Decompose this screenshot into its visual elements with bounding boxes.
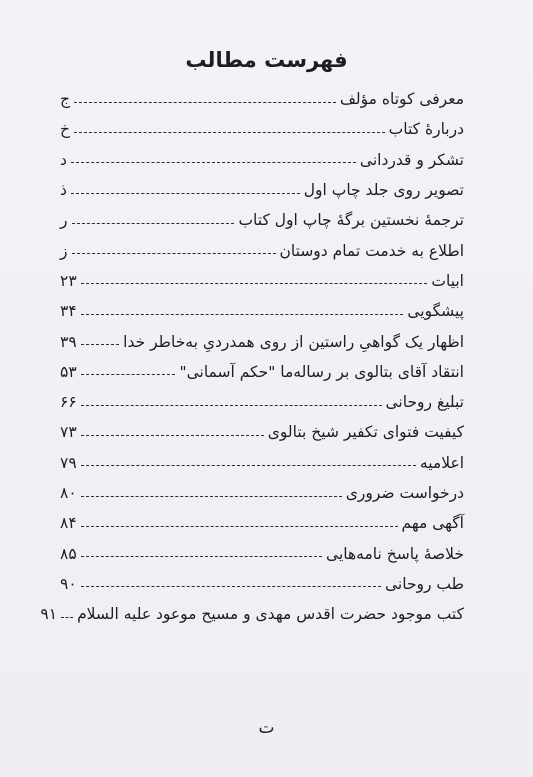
toc-entry	[60, 387, 464, 417]
dotted-leader	[74, 132, 385, 133]
toc-entry-page: خ	[60, 120, 71, 139]
dotted-leader	[61, 617, 73, 618]
toc-entry-page: ۳۴	[60, 302, 77, 321]
toc-entry-label: تصویر روی جلد چاپ اول	[303, 181, 464, 200]
page-number: ت	[258, 718, 275, 738]
dotted-leader	[81, 314, 404, 315]
toc-entry-page: ج	[60, 90, 71, 109]
toc-entry-page: ۸۴	[60, 514, 77, 533]
toc-entry	[60, 114, 464, 144]
toc-entry-page: د	[60, 150, 67, 169]
toc-entry-page: ز	[60, 241, 68, 260]
toc-entry-label: معرفی کوتاه مؤلف	[339, 90, 464, 109]
toc-entry-label: درخواست ضروری	[345, 484, 464, 502]
toc-entry-label: اطلاع به خدمت تمام دوستان	[279, 241, 464, 260]
toc-entry-page: ۲۳	[60, 271, 77, 290]
toc-entry	[60, 84, 464, 114]
toc-entry-page: ۸۰	[60, 484, 77, 502]
toc-entry-label: طب روحانی	[385, 574, 464, 593]
toc-entry-page: ۸۵	[60, 544, 77, 563]
toc-entry	[60, 266, 464, 296]
toc-entry	[60, 508, 464, 538]
toc-entry-page: ۹۱	[40, 605, 58, 624]
toc-entry-label: ابیات	[431, 271, 464, 290]
toc-entry	[60, 145, 464, 175]
toc-entry-label: اظهار یک گواهیِ راستین از روی همدردیِ به‌خاطر خدا	[123, 332, 464, 351]
toc-entry	[60, 205, 464, 235]
toc-entry-label: کتب موجود حضرت اقدس مهدی و مسیح موعود علیه السلام	[77, 605, 464, 624]
toc-entry-label: پیشگویی	[407, 302, 464, 321]
dotted-leader	[72, 223, 235, 224]
toc-entry-label: انتقاد آقای بتالوی بر رساله‌ما "حکم آسمانی"	[179, 362, 464, 381]
toc-entry	[60, 478, 464, 508]
toc-entry-page: ۷۳	[60, 423, 77, 442]
dotted-leader	[81, 465, 416, 466]
toc-entry	[60, 569, 464, 599]
toc-entry-label: دربارۀ کتاب	[388, 120, 464, 139]
dotted-leader	[81, 374, 176, 375]
toc-entry	[60, 538, 464, 568]
dotted-leader	[81, 283, 428, 284]
toc-entry-page: ۶۶	[60, 393, 77, 412]
toc-entry-page: ۹۰	[60, 574, 77, 593]
dotted-leader	[81, 556, 322, 557]
toc-entry	[60, 296, 464, 326]
toc-entry	[60, 326, 464, 356]
toc-entry-label: تشکر و قدردانی	[359, 150, 464, 169]
dotted-leader	[74, 102, 336, 103]
toc-entry-page: ۳۹	[60, 332, 77, 351]
toc-entry-label: خلاصۀ پاسخ نامه‌هایی	[326, 544, 464, 563]
toc-entry	[60, 235, 464, 265]
toc-entry	[60, 357, 464, 387]
table-of-contents	[40, 84, 464, 629]
toc-entry-page: ذ	[60, 181, 67, 200]
toc-entry-label: اعلامیه	[419, 453, 464, 472]
toc-entry-label: ترجمۀ نخستین برگۀ چاپ اول کتاب	[238, 211, 464, 230]
toc-entry	[60, 175, 464, 205]
page-title: فهرست مطالب	[185, 48, 348, 72]
toc-entry	[60, 417, 464, 447]
dotted-leader	[81, 435, 264, 436]
toc-entry	[60, 448, 464, 478]
toc-entry-page: ۷۹	[60, 453, 77, 472]
toc-entry-label: آگهی مهم	[401, 514, 464, 533]
dotted-leader	[72, 253, 276, 254]
dotted-leader	[71, 162, 356, 163]
toc-entry-label: تبلیغ روحانی	[385, 393, 464, 412]
dotted-leader	[81, 526, 398, 527]
toc-entry-label: کیفیت فتوای تکفیر شیخ بتالوی	[267, 423, 464, 442]
toc-entry	[40, 599, 464, 629]
dotted-leader	[81, 496, 342, 497]
dotted-leader	[81, 344, 120, 345]
dotted-leader	[71, 193, 300, 194]
dotted-leader	[81, 405, 382, 406]
toc-entry-page: ۵۳	[60, 362, 77, 381]
toc-entry-page: ر	[60, 211, 68, 230]
dotted-leader	[81, 586, 381, 587]
